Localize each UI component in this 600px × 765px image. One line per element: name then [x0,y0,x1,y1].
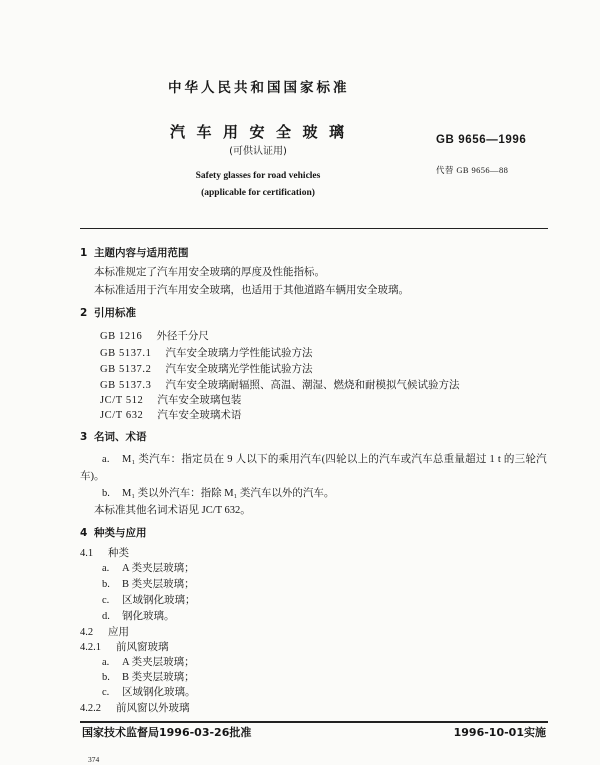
subsection-number: 4.2.1 [80,642,101,653]
section-title: 主题内容与适用范围 [94,247,189,259]
english-title: Safety glasses for road vehicles [195,171,321,181]
page-number: 374 [88,755,100,764]
item-label: d. [102,611,110,622]
header-divider [80,228,548,229]
item-text: 钢化玻璃。 [122,611,175,622]
reference-title: 汽车安全玻璃包装 [157,395,242,406]
item-label: c. [102,595,110,606]
reference-code: JC/T 512 [100,395,144,406]
footer-divider [80,721,548,723]
approval-line: 国家技术监督局1996-03-26批准 [82,726,252,739]
item-text: B 类夹层玻璃； [122,672,195,683]
effective-date: 1996-10-01实施 [453,726,546,739]
subsection-heading [80,702,190,716]
reference-item [100,409,241,423]
item-text: A 类夹层玻璃； [122,657,195,668]
reference-code: GB 5137.1 [100,348,152,359]
reference-code: GB 5137.3 [100,380,152,391]
list-item [102,610,175,624]
item-label: a. [102,563,110,574]
subsection-number: 4.2.2 [80,703,101,714]
item-label: b. [102,488,110,499]
reference-item [100,379,460,393]
reference-title: 汽车安全玻璃光学性能试验方法 [165,364,313,375]
item-text: 区域钢化玻璃。 [122,687,196,698]
subsection-title: 应用 [108,627,129,638]
item-label: b. [102,672,110,683]
section-number: 2 [80,307,88,319]
subsection-heading [80,641,169,655]
item-text: A 类夹层玻璃； [122,563,195,574]
document-title: 汽车用安全玻璃 [170,123,356,141]
section-3-heading [80,430,147,444]
item-label: b. [102,579,110,590]
section-1-heading [80,246,189,260]
replaces-standard: 代替 GB 9656—88 [436,165,509,175]
list-item [102,562,195,576]
reference-item [100,394,241,408]
reference-code: GB 1216 [100,331,143,342]
subsection-title: 种类 [108,548,129,559]
term-item [102,487,334,501]
subsection-heading [80,626,129,640]
list-item [102,686,196,700]
item-text: M₁ 类以外汽车：指除 M₁ 类汽车以外的汽车。 [122,488,335,499]
section-title: 引用标准 [94,307,136,319]
term-item-continuation: 车)。 [80,471,105,482]
list-item [102,656,195,670]
reference-code: GB 5137.2 [100,364,152,375]
section-title: 种类与应用 [94,527,147,539]
section-number: 1 [80,247,88,259]
list-item [102,578,195,592]
reference-item [100,347,313,361]
section-title: 名词、术语 [94,431,147,443]
term-item [102,453,547,467]
english-certification-note: (applicable for certification) [201,188,315,198]
subsection-heading [80,547,129,561]
subsection-number: 4.2 [80,627,94,638]
item-text: 区域钢化玻璃； [122,595,196,606]
reference-item [100,363,313,377]
section-2-heading [80,306,136,320]
section-number: 4 [80,527,88,539]
standard-number: GB 9656—1996 [436,134,527,146]
item-label: a. [102,454,110,465]
subsection-title: 前风窗以外玻璃 [116,703,190,714]
terms-note: 本标准其他名词术语见 JC/T 632。 [94,505,251,516]
section-4-heading [80,526,147,540]
subsection-number: 4.1 [80,548,94,559]
reference-title: 汽车安全玻璃力学性能试验方法 [165,348,313,359]
list-item [102,594,196,608]
national-standard-heading: 中华人民共和国国家标准 [168,80,350,96]
reference-item [100,330,209,344]
reference-title: 外径千分尺 [156,331,209,342]
reference-title: 汽车安全玻璃术语 [157,410,242,421]
item-text: M₁ 类汽车：指定员在 9 人以下的乘用汽车(四轮以上的汽车或汽车总重量超过 1 t 的三轮汽 [122,454,547,465]
paragraph: 本标准适用于汽车用安全玻璃，也适用于其他道路车辆用安全玻璃。 [94,285,409,296]
reference-code: JC/T 632 [100,410,144,421]
item-label: a. [102,657,110,668]
reference-title: 汽车安全玻璃耐辐照、高温、潮湿、燃烧和耐模拟气候试验方法 [165,380,460,391]
item-label: c. [102,687,110,698]
paragraph: 本标准规定了汽车用安全玻璃的厚度及性能指标。 [94,267,325,278]
section-number: 3 [80,431,88,443]
certification-note: (可供认证用) [229,146,287,157]
subsection-title: 前风窗玻璃 [116,642,169,653]
item-text: B 类夹层玻璃； [122,579,195,590]
list-item [102,671,195,685]
